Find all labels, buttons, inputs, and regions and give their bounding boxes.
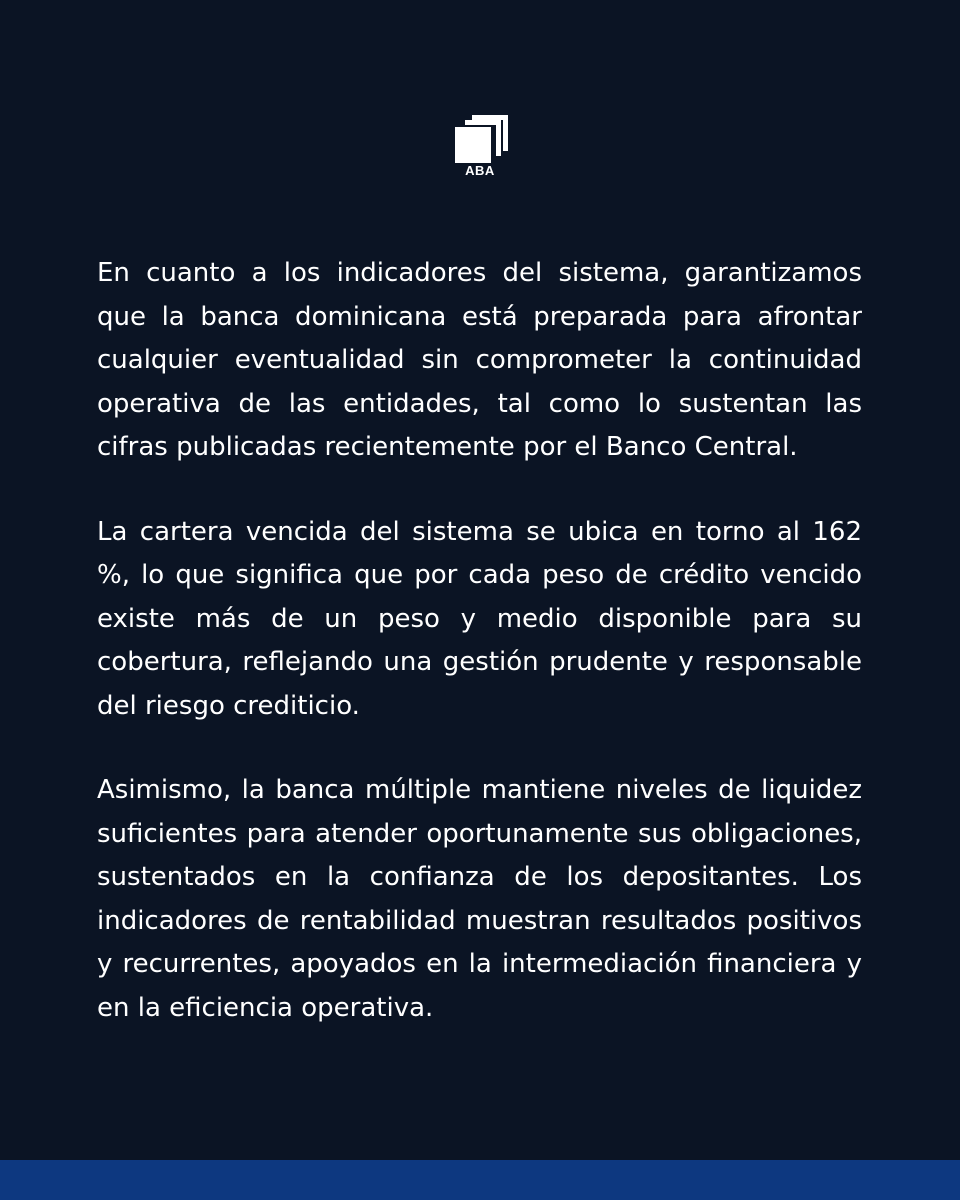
statement-body	[97, 252, 862, 1071]
logo-text: ABA	[465, 163, 495, 178]
aba-logo-icon	[455, 115, 511, 163]
paragraph-liquidity: Asimismo, la banca múltiple mantiene niveles de liquidez suficientes para atender oportunamente sus obligaciones, sustentados en la confianza de los depositantes. Los indicadores de rentabilidad muestran resultados positivos y recurrentes, apoyados en la intermediación financiera y en la eficiencia operativa.	[97, 775, 862, 1023]
bottom-bar	[0, 1160, 960, 1200]
paragraph-overdue-portfolio: La cartera vencida del sistema se ubica en torno al 162 %, lo que significa que por cada peso de crédito vencido existe más de un peso y medio disponible para su cobertura, reflejando una gestión prudente y responsable del riesgo crediticio.	[97, 516, 862, 721]
paragraph-system-indicators: En cuanto a los indicadores del sistema, garantizamos que la banca dominicana está preparada para afrontar cualquier eventualidad sin comprometer la continuidad operativa de las entidades, tal como lo sustentan las cifras publicadas recientemente por el Banco Central.	[97, 258, 862, 462]
aba-logo	[455, 115, 511, 181]
